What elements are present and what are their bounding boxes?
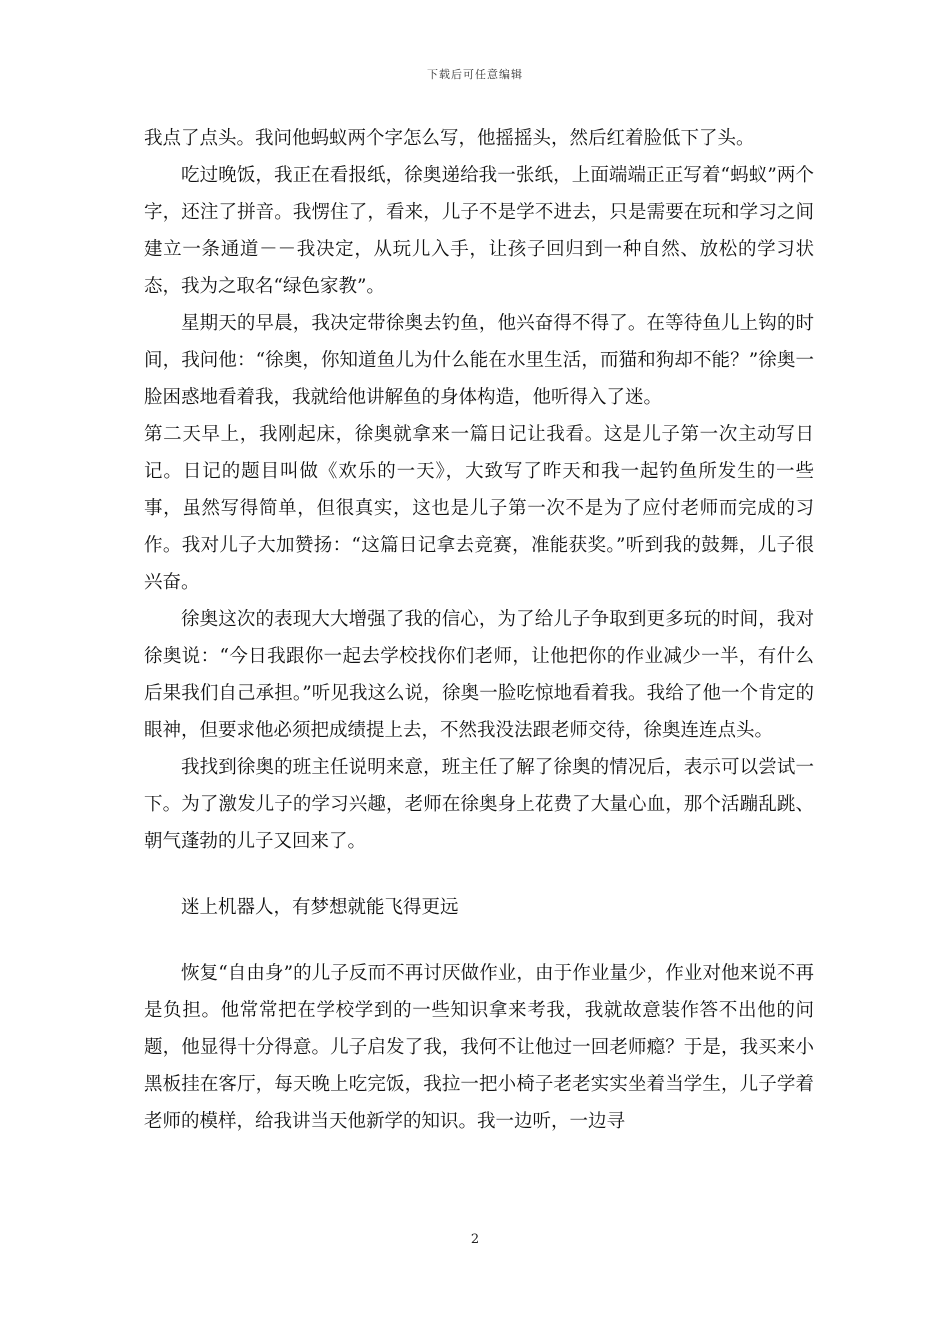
paragraph: 我找到徐奥的班主任说明来意，班主任了解了徐奥的情况后，表示可以尝试一下。为了激发儿子的学习兴趣，老师在徐奥身上花费了大量心血，那个活蹦乱跳、朝气蓬勃的儿子又回来了。	[144, 757, 814, 852]
paragraph: 吃过晚饭，我正在看报纸，徐奥递给我一张纸，上面端端正正写着“蚂蚁”两个字，还注了拼音。我愣住了，看来，儿子不是学不进去，只是需要在玩和学习之间建立一条通道－－我决定，从玩儿入手，让孩子回归到一种自然、放松的学习状态，我为之取名“绿色家教”。	[144, 165, 814, 297]
paragraph: 徐奥这次的表现大大增强了我的信心，为了给儿子争取到更多玩的时间，我对徐奥说：“今日我跟你一起去学校找你们老师，让他把你的作业减少一半，有什么后果我们自己承担。”听见我这么说，徐奥一脸吃惊地看着我。我给了他一个肯定的眼神，但要求他必须把成绩提上去，不然我没法跟老师交待，徐奥连连点头。	[144, 609, 814, 741]
section-heading: 迷上机器人，有梦想就能飞得更远	[181, 897, 459, 918]
paragraph: 星期天的早晨，我决定带徐奥去钓鱼，他兴奋得不得了。在等待鱼儿上钩的时间，我问他：“徐奥，你知道鱼儿为什么能在水里生活，而猫和狗却不能？”徐奥一脸困惑地看着我，我就给他讲解鱼的身体构造，他听得入了迷。	[144, 313, 814, 408]
page-number: 2	[470, 1232, 480, 1247]
document-body	[144, 120, 814, 1140]
page-header: 下载后可任意编辑	[427, 68, 523, 81]
paragraph-continuation: 我点了点头。我问他蚂蚁两个字怎么写，他摇摇头，然后红着脸低下了头。	[144, 128, 755, 149]
paragraph: 恢复“自由身”的儿子反而不再讨厌做作业，由于作业量少，作业对他来说不再是负担。他常常把在学校学到的一些知识拿来考我，我就故意装作答不出他的问题，他显得十分得意。儿子启发了我，我何不让他过一回老师瘾？于是，我买来小黑板挂在客厅，每天晚上吃完饭，我拉一把小椅子老老实实坐着当学生，儿子学着老师的模样，给我讲当天他新学的知识。我一边听，一边寻	[144, 963, 814, 1132]
paragraph: 第二天早上，我刚起床，徐奥就拿来一篇日记让我看。这是儿子第一次主动写日记。日记的题目叫做《欢乐的一天》，大致写了昨天和我一起钓鱼所发生的一些事，虽然写得简单，但很真实，这也是儿子第一次不是为了应付老师而完成的习作。我对儿子大加赞扬：“这篇日记拿去竞赛，准能获奖。”听到我的鼓舞，儿子很兴奋。	[144, 424, 814, 593]
